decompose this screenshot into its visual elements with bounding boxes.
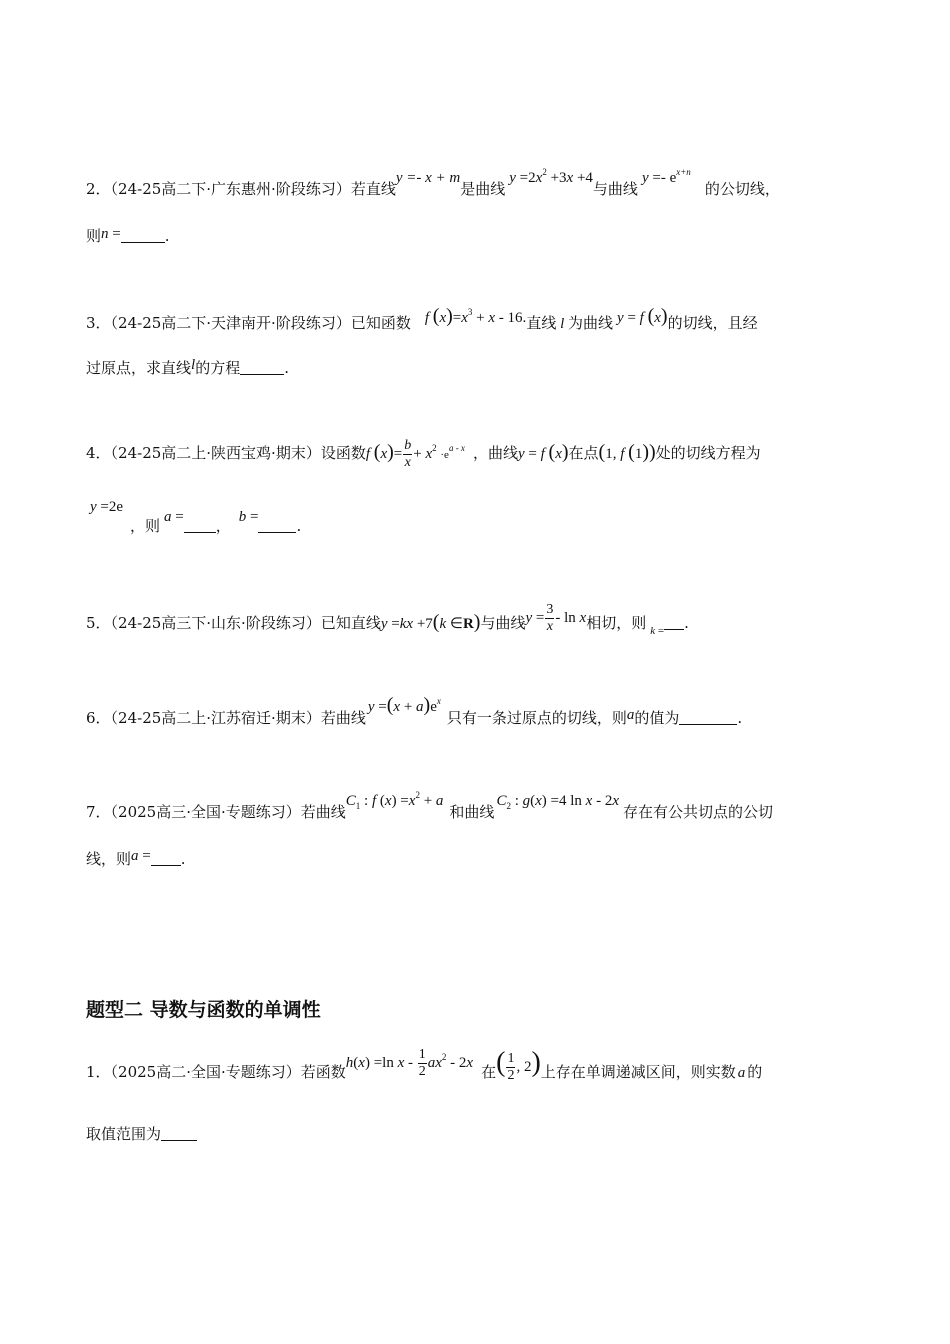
fraction-3-over-x: $\frac{3}{x}$ [546,602,554,634]
answer-blank[interactable] [161,1126,197,1141]
math-function-def: f $(x)=x^3 + x - 16$. [424,305,527,327]
math-function-h: h(x) =ln x - $\frac{1}{2}$ $ax^2 - 2x$ [345,1047,474,1080]
math-var-a: a = [164,509,184,525]
math-var-a: a [626,707,635,723]
math-curve-eq-2: $y =- e^{x+n}$ [641,167,691,186]
problem-5-line-1: 5．（24-25高三下·山东·阶段练习）已知直线y =kx +7(k ∈R)与曲线y = $\frac{3}{x}$ - ln x相切，则 $_{k =}$ . [86,602,689,637]
section2-problem-1-line-2: 取值范围为 [86,1124,197,1144]
fraction-one-half: $\frac{1}{2}$ [418,1047,426,1080]
section-title: 题型二 导数与函数的单调性 [86,999,321,1021]
math-var-k: k = [650,624,665,637]
problem-7-line-1: 7．（2025高三·全国·专题练习）若曲线$C_1$ : f $(x) =x^2 + a$和曲线$C_2$ : g(x) =4 ln x - 2x存在有公共切点的公切 [86,790,774,821]
math-curve: y = f (x) [617,305,668,327]
answer-blank[interactable] [240,360,284,375]
answer-blank[interactable] [679,710,737,725]
math-curve-eq: $y =2x^2 +3x +4$ [509,167,593,186]
answer-blank[interactable] [664,615,684,630]
math-var-b: b = [238,509,259,525]
math-curve: y = f (x) [517,441,569,463]
problem-4-line-3: ，则 a = ， b = . [130,509,302,535]
math-function-def: f (x)= $\frac{b}{x}$ + $x^2 \cdot e^{a - x}$ [365,438,465,471]
math-var-n: n = [101,226,121,242]
problem-2-line-2: 则n = . [86,226,170,245]
math-line-eq: y =kx +7(k ∈R) [380,610,481,633]
math-tangent-line: y =2e [90,499,124,515]
fraction-b-over-x: $\frac{b}{x}$ [404,438,412,471]
math-var-a: a [737,1065,746,1081]
answer-blank-a[interactable] [184,518,216,533]
math-line-eq: y =- x + m [395,170,461,186]
math-var-a: a = [131,848,151,864]
answer-blank[interactable] [151,851,181,866]
problem-4-line-2 [86,500,123,521]
math-curve-c2: $C_2$ : g(x) =4 ln x - 2x [496,793,620,811]
math-curve-c1: $C_1$ : f $(x) =x^2 + a$ [345,790,444,811]
problem-6-line-1: 6．（24-25高二上·江苏宿迁·期末）若曲线$y =(x + a)e^x$只有一条过原点的切线，则a的值为 . [86,694,743,727]
answer-blank-b[interactable] [258,518,296,533]
math-var-l: l [556,316,568,332]
answer-blank[interactable] [121,228,165,243]
problem-source: （24-25高二下·广东惠州·阶段练习） [110,180,351,198]
math-var-l: l [191,357,196,373]
math-point: (1, f (1)) [598,441,656,463]
fraction-one-half: $\frac{1}{2}$ [507,1051,515,1084]
problem-3-line-1: 3．（24-25高二下·天津南开·阶段练习）已知函数 f $(x)=x^3 + x - 16$.直线 l 为曲线 y = f (x)的切线，且经 [86,305,758,332]
problem-number: 2． [86,180,111,198]
problem-3-line-2: 过原点，求直线l的方程 . [86,357,289,377]
problem-7-line-2: 线，则a = . [86,848,186,868]
problem-2-line-1: 2．（24-25高二下·广东惠州·阶段练习）若直线y =- x + m是曲线$y =2x^2 +3x +4$与曲线$y =- e^{x+n}$的公切线， [86,167,780,198]
problem-4-line-1: 4．（24-25高二上·陕西宝鸡·期末）设函数f (x)= $\frac{b}{x}$ + $x^2 \cdot e^{a - x}$ ，曲线y = f (x)在点(1, f (1))处的切线方程为 [86,438,761,471]
math-curve-eq: $y =(x + a)e^x$ [367,694,441,716]
section2-problem-1-line-1: 1．（2025高二·全国·专题练习）若函数h(x) =ln x - $\frac{1}{2}$ $ax^2 - 2x$ 在( $\frac{1}{2}$ , 2)上存在单调递减区间，则实数 a 的 [86,1047,763,1084]
math-curve-eq: y = $\frac{3}{x}$ - ln x [525,602,587,634]
math-interval: ( $\frac{1}{2}$ , 2) [496,1047,541,1084]
